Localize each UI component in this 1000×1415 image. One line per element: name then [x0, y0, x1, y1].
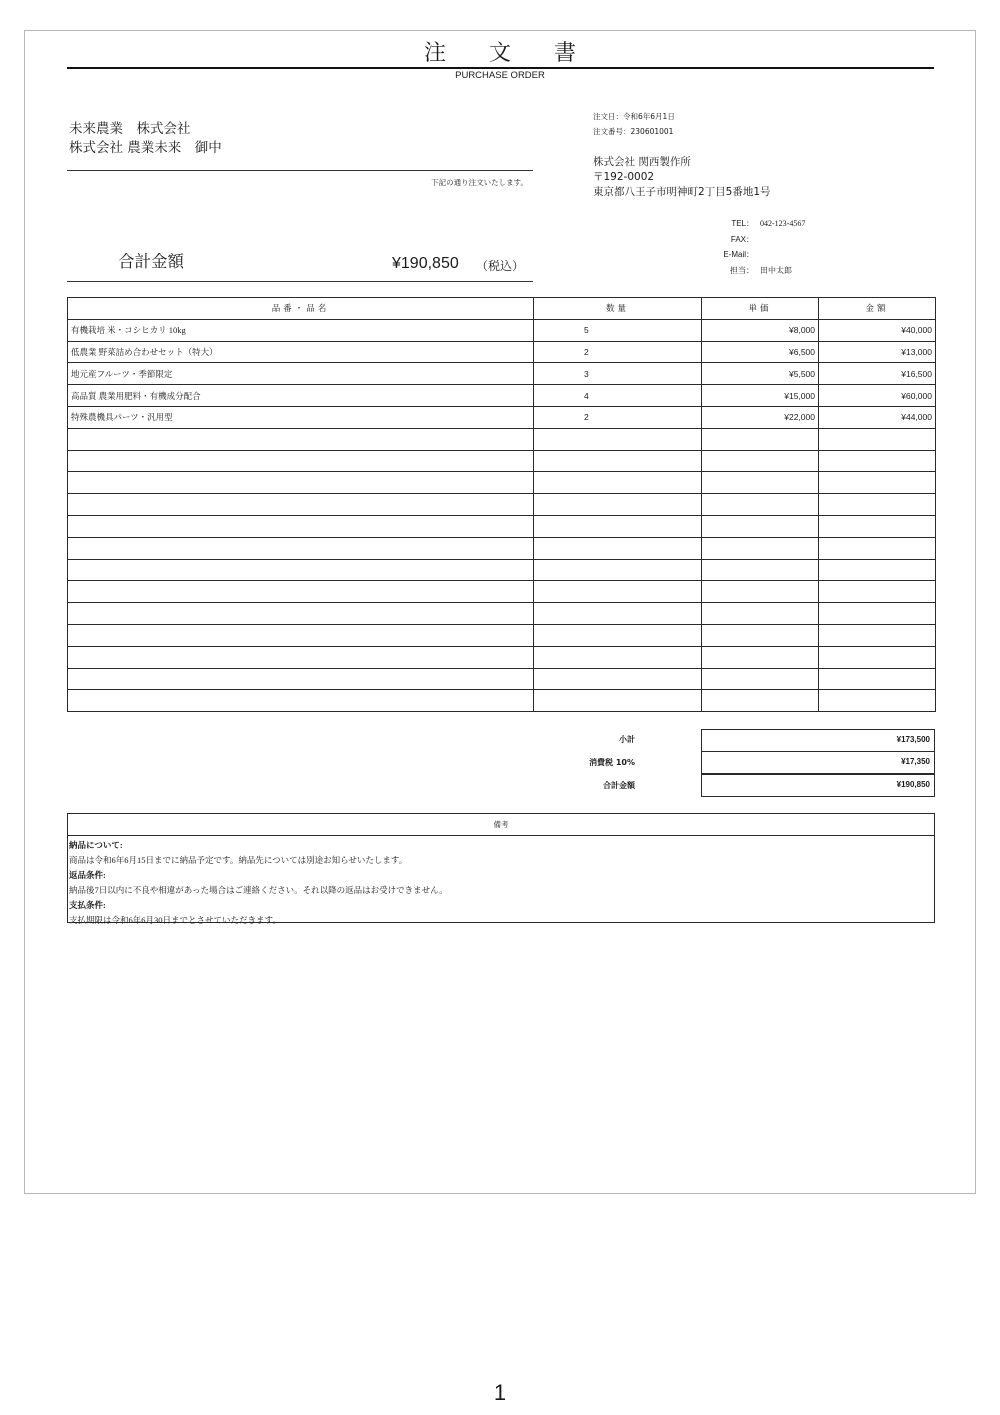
remarks-heading: 返品条件:: [69, 870, 106, 880]
remarks-text: 納品後7日以内に不良や相違があった場合はご連絡ください。それ以降の返品はお受けできません。: [69, 885, 448, 895]
cell-item-name: [68, 559, 534, 581]
cell-quantity: [534, 690, 702, 712]
remarks-text: 支払期限は令和6年6月30日までとさせていただきます。: [69, 915, 281, 925]
cell-amount: [819, 472, 936, 494]
table-row: [68, 494, 936, 516]
cell-unit-price: [702, 690, 819, 712]
cell-amount: ¥13,000: [819, 341, 936, 363]
cell-amount: ¥40,000: [819, 319, 936, 341]
table-row: [68, 537, 936, 559]
table-row: [68, 603, 936, 625]
order-note: 下記の通り注文いたします。: [431, 178, 528, 187]
contact-value: 田中太郎: [760, 265, 792, 275]
remarks-heading: 納品について:: [69, 840, 123, 850]
cell-amount: [819, 668, 936, 690]
cell-quantity: [534, 603, 702, 625]
header-amount: 金額: [819, 298, 936, 320]
cell-quantity: [534, 581, 702, 603]
contact-row: [700, 263, 805, 279]
items-table: [67, 297, 936, 712]
table-row: [68, 450, 936, 472]
table-row: [68, 385, 936, 407]
cell-item-name: [68, 624, 534, 646]
table-row: [68, 428, 936, 450]
cell-quantity: [534, 559, 702, 581]
cell-quantity: [534, 472, 702, 494]
cell-amount: [819, 494, 936, 516]
contact-label: TEL：: [731, 219, 754, 228]
remarks-text: 商品は令和6年6月15日までに納品予定です。納品先については別途お知らせいたします。: [69, 855, 408, 865]
issuer-postal: 〒192-0002: [593, 171, 655, 183]
tax-value: ¥17,350: [701, 751, 935, 774]
table-row: [68, 624, 936, 646]
order-date: 注文日：令和6年6月1日: [593, 112, 675, 121]
cell-quantity: [534, 537, 702, 559]
cell-quantity: [534, 494, 702, 516]
cell-amount: [819, 559, 936, 581]
cell-item-name: [68, 668, 534, 690]
cell-unit-price: ¥5,500: [702, 363, 819, 385]
cell-unit-price: [702, 428, 819, 450]
cell-unit-price: [702, 603, 819, 625]
table-row: [68, 646, 936, 668]
cell-item-name: [68, 537, 534, 559]
issuer-contacts: [700, 216, 805, 278]
table-row: [68, 341, 936, 363]
cell-amount: [819, 450, 936, 472]
grand-total-label: 合計金額: [603, 781, 635, 790]
table-row: [68, 363, 936, 385]
cell-unit-price: [702, 668, 819, 690]
header-qty: 数量: [534, 298, 702, 320]
cell-unit-price: ¥15,000: [702, 385, 819, 407]
cell-unit-price: [702, 559, 819, 581]
table-row: [68, 472, 936, 494]
cell-unit-price: ¥22,000: [702, 406, 819, 428]
table-row: [68, 406, 936, 428]
cell-amount: ¥44,000: [819, 406, 936, 428]
cell-unit-price: [702, 537, 819, 559]
cell-amount: [819, 581, 936, 603]
table-row: [68, 319, 936, 341]
recipient-line-2: 株式会社 農業未来 御中: [69, 140, 222, 156]
cell-unit-price: [702, 646, 819, 668]
table-row: [68, 690, 936, 712]
header-name: 品番・品名: [68, 298, 534, 320]
subtotal-label: 小計: [619, 735, 635, 744]
recipient-rule: [67, 170, 533, 171]
cell-quantity: [534, 428, 702, 450]
cell-item-name: [68, 646, 534, 668]
cell-item-name: 高品質 農業用肥料・有機成分配合: [68, 385, 534, 407]
page-number: 1: [493, 1380, 507, 1405]
remarks-box: [67, 813, 935, 923]
issuer-address: 東京都八王子市明神町2丁目5番地1号: [593, 186, 771, 198]
cell-amount: [819, 603, 936, 625]
total-rule: [67, 281, 533, 282]
cell-quantity: 2: [534, 341, 702, 363]
cell-item-name: 地元産フルーツ・季節限定: [68, 363, 534, 385]
cell-item-name: [68, 428, 534, 450]
order-meta: [593, 109, 675, 139]
cell-amount: [819, 515, 936, 537]
issuer-block: [593, 155, 771, 200]
cell-item-name: [68, 515, 534, 537]
total-tax-note: （税込）: [476, 259, 525, 273]
contact-row: [700, 232, 805, 248]
cell-quantity: [534, 668, 702, 690]
cell-amount: [819, 537, 936, 559]
table-row: [68, 515, 936, 537]
tax-label: 消費税 10%: [589, 758, 635, 767]
cell-unit-price: [702, 494, 819, 516]
header-unit-price: 単価: [702, 298, 819, 320]
table-row: [68, 559, 936, 581]
remarks-header: 備考: [68, 814, 934, 836]
items-body: [68, 319, 936, 711]
cell-item-name: [68, 581, 534, 603]
cell-quantity: [534, 646, 702, 668]
subtotal-value: ¥173,500: [701, 729, 935, 752]
cell-unit-price: [702, 450, 819, 472]
document-title: 注 文 書: [424, 41, 594, 66]
order-number: 注文番号：230601001: [593, 127, 674, 136]
cell-quantity: [534, 515, 702, 537]
cell-amount: [819, 624, 936, 646]
document-subtitle: PURCHASE ORDER: [455, 70, 545, 81]
contact-row: [700, 247, 805, 263]
cell-quantity: 3: [534, 363, 702, 385]
cell-item-name: [68, 450, 534, 472]
contact-label: 担当：: [730, 265, 754, 275]
cell-item-name: [68, 472, 534, 494]
table-row: [68, 668, 936, 690]
cell-unit-price: [702, 624, 819, 646]
cell-unit-price: [702, 515, 819, 537]
cell-quantity: 4: [534, 385, 702, 407]
cell-amount: [819, 690, 936, 712]
grand-total-value: ¥190,850: [701, 774, 935, 797]
items-header-row: [68, 298, 936, 320]
cell-amount: [819, 646, 936, 668]
contact-row: [700, 216, 805, 232]
issuer-company: 株式会社 関西製作所: [593, 156, 691, 168]
cell-amount: [819, 428, 936, 450]
cell-item-name: 特殊農機具パーツ・汎用型: [68, 406, 534, 428]
cell-quantity: [534, 624, 702, 646]
cell-item-name: [68, 690, 534, 712]
remarks-heading: 支払条件:: [69, 900, 106, 910]
title-rule: [67, 67, 934, 69]
cell-amount: ¥16,500: [819, 363, 936, 385]
contact-label: E-Mail：: [723, 250, 754, 259]
recipient-block: [69, 120, 222, 158]
remarks-body: [68, 836, 934, 930]
cell-quantity: [534, 450, 702, 472]
cell-unit-price: ¥6,500: [702, 341, 819, 363]
cell-item-name: 有機栽培 米・コシヒカリ 10kg: [68, 319, 534, 341]
cell-unit-price: [702, 581, 819, 603]
total-amount-value: ¥190,850: [392, 255, 459, 272]
total-amount-label: 合計金額: [118, 252, 184, 271]
cell-item-name: [68, 494, 534, 516]
cell-quantity: 2: [534, 406, 702, 428]
cell-quantity: 5: [534, 319, 702, 341]
cell-item-name: [68, 603, 534, 625]
recipient-line-1: 未来農業 株式会社: [69, 121, 191, 137]
cell-amount: ¥60,000: [819, 385, 936, 407]
cell-item-name: 低農業 野菜詰め合わせセット（特大）: [68, 341, 534, 363]
contact-label: FAX：: [730, 234, 754, 244]
cell-unit-price: [702, 472, 819, 494]
contact-value: 042-123-4567: [760, 219, 806, 228]
table-row: [68, 581, 936, 603]
cell-unit-price: ¥8,000: [702, 319, 819, 341]
